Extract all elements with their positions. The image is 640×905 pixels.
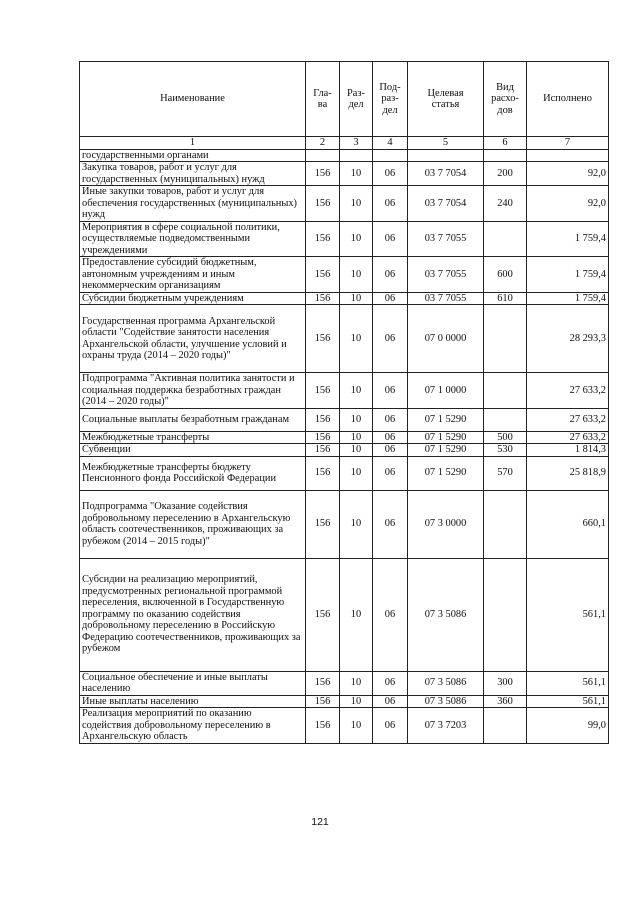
row-vid: 570 [484,456,527,490]
row-razdel: 10 [340,162,373,186]
table-row [80,373,609,409]
row-amount: 28 293,3 [527,305,609,373]
row-statya: 03 7 7054 [408,186,484,222]
row-name: Субсидии бюджетным учреждениям [80,292,306,305]
header-statya: Целевая статья [408,62,484,137]
row-name: Субвенции [80,444,306,457]
row-amount: 92,0 [527,186,609,222]
row-podrazdel: 06 [373,408,408,431]
row-podrazdel: 06 [373,558,408,671]
row-statya: 03 7 7055 [408,292,484,305]
row-glava: 156 [306,408,340,431]
table-row [80,431,609,444]
row-name: Иные закупки товаров, работ и услуг для обеспечения государственных (муниципальных) нужд [80,186,306,222]
row-vid [484,305,527,373]
row-glava: 156 [306,456,340,490]
row-podrazdel [373,149,408,162]
row-glava: 156 [306,305,340,373]
row-amount: 561,1 [527,671,609,695]
row-name: Иные выплаты населению [80,695,306,708]
row-amount: 25 818,9 [527,456,609,490]
row-name: Социальные выплаты безработным гражданам [80,408,306,431]
row-razdel: 10 [340,408,373,431]
row-name: государственными органами [80,149,306,162]
table-row [80,671,609,695]
row-statya: 07 1 5290 [408,456,484,490]
row-podrazdel: 06 [373,708,408,744]
table-row [80,149,609,162]
row-amount: 660,1 [527,490,609,558]
column-number: 6 [484,137,527,150]
column-number: 1 [80,137,306,150]
row-razdel: 10 [340,221,373,257]
row-glava: 156 [306,162,340,186]
column-number: 5 [408,137,484,150]
row-glava: 156 [306,431,340,444]
row-razdel: 10 [340,186,373,222]
row-name: Предоставление субсидий бюджетным, автономным учреждениям и иным некоммерческим организациям [80,257,306,293]
row-name: Мероприятия в сфере социальной политики, осуществляемые подведомственными учреждениями [80,221,306,257]
column-number-row [80,137,609,150]
row-statya: 07 3 7203 [408,708,484,744]
row-glava: 156 [306,558,340,671]
column-number: 4 [373,137,408,150]
row-podrazdel: 06 [373,221,408,257]
row-podrazdel: 06 [373,671,408,695]
row-amount: 561,1 [527,695,609,708]
budget-table [79,61,609,744]
row-amount: 561,1 [527,558,609,671]
row-vid [484,149,527,162]
row-podrazdel: 06 [373,257,408,293]
row-razdel: 10 [340,558,373,671]
row-glava: 156 [306,671,340,695]
row-razdel: 10 [340,305,373,373]
row-amount: 27 633,2 [527,373,609,409]
row-name: Государственная программа Архангельской области "Содействие занятости населения Архангельской области, улучшение условий и охраны труда (2014 – 2020 годы)" [80,305,306,373]
row-vid: 200 [484,162,527,186]
row-name: Подпрограмма "Оказание содействия добровольному переселению в Архангельскую область соотечественников, проживающих за рубежом (2014 – 2015 годы)" [80,490,306,558]
row-podrazdel: 06 [373,292,408,305]
table-row [80,257,609,293]
table-row [80,695,609,708]
row-razdel: 10 [340,490,373,558]
row-name: Межбюджетные трансферты бюджету Пенсионного фонда Российской Федерации [80,456,306,490]
row-statya: 07 3 5086 [408,695,484,708]
table-row [80,221,609,257]
row-vid [484,373,527,409]
row-podrazdel: 06 [373,490,408,558]
header-name: Наименование [80,62,306,137]
row-razdel: 10 [340,431,373,444]
row-amount: 1 759,4 [527,292,609,305]
row-statya: 07 1 0000 [408,373,484,409]
row-podrazdel: 06 [373,373,408,409]
column-number: 3 [340,137,373,150]
row-razdel: 10 [340,373,373,409]
row-vid: 300 [484,671,527,695]
row-statya: 03 7 7055 [408,257,484,293]
row-name: Социальное обеспечение и иные выплаты населению [80,671,306,695]
row-podrazdel: 06 [373,305,408,373]
row-vid: 610 [484,292,527,305]
row-name: Реализация мероприятий по оказанию содействия добровольному переселению в Архангельскую область [80,708,306,744]
row-glava: 156 [306,292,340,305]
row-name: Межбюджетные трансферты [80,431,306,444]
row-glava: 156 [306,373,340,409]
header-row [80,62,609,137]
row-statya: 07 1 5290 [408,431,484,444]
row-statya: 07 1 5290 [408,408,484,431]
row-glava: 156 [306,444,340,457]
table-row [80,444,609,457]
row-glava: 156 [306,257,340,293]
row-statya: 07 3 5086 [408,558,484,671]
column-number: 2 [306,137,340,150]
header-amount: Исполнено [527,62,609,137]
table-row [80,305,609,373]
header-glava: Гла- ва [306,62,340,137]
table-row [80,186,609,222]
row-razdel: 10 [340,444,373,457]
row-razdel: 10 [340,708,373,744]
row-vid [484,708,527,744]
header-vid: Вид расхо- дов [484,62,527,137]
table-row [80,408,609,431]
row-glava [306,149,340,162]
page-number: 121 [311,816,329,828]
row-razdel: 10 [340,695,373,708]
row-podrazdel: 06 [373,431,408,444]
row-statya: 03 7 7054 [408,162,484,186]
row-amount: 27 633,2 [527,408,609,431]
table-row [80,490,609,558]
row-glava: 156 [306,708,340,744]
row-vid [484,408,527,431]
row-razdel: 10 [340,671,373,695]
header-razdel: Раз- дел [340,62,373,137]
table-row [80,558,609,671]
row-statya [408,149,484,162]
table-row [80,292,609,305]
row-amount: 99,0 [527,708,609,744]
row-razdel [340,149,373,162]
row-amount: 1 759,4 [527,257,609,293]
row-glava: 156 [306,221,340,257]
row-name: Подпрограмма "Активная политика занятости и социальная поддержка безработных граждан (2014 – 2020 годы)" [80,373,306,409]
row-vid [484,490,527,558]
row-amount: 27 633,2 [527,431,609,444]
table-row [80,162,609,186]
row-podrazdel: 06 [373,444,408,457]
row-podrazdel: 06 [373,186,408,222]
row-vid [484,558,527,671]
row-podrazdel: 06 [373,456,408,490]
row-vid: 360 [484,695,527,708]
row-statya: 07 0 0000 [408,305,484,373]
row-glava: 156 [306,695,340,708]
row-amount [527,149,609,162]
row-statya: 03 7 7055 [408,221,484,257]
row-glava: 156 [306,186,340,222]
row-razdel: 10 [340,456,373,490]
row-vid: 600 [484,257,527,293]
row-amount: 1 759,4 [527,221,609,257]
row-razdel: 10 [340,257,373,293]
row-statya: 07 3 5086 [408,671,484,695]
row-podrazdel: 06 [373,162,408,186]
row-vid [484,221,527,257]
row-vid: 530 [484,444,527,457]
row-vid: 240 [484,186,527,222]
row-statya: 07 3 0000 [408,490,484,558]
row-razdel: 10 [340,292,373,305]
header-podrazdel: Под- раз- дел [373,62,408,137]
row-amount: 92,0 [527,162,609,186]
row-amount: 1 814,3 [527,444,609,457]
table-body [80,149,609,743]
table-row [80,708,609,744]
row-statya: 07 1 5290 [408,444,484,457]
row-name: Закупка товаров, работ и услуг для государственных (муниципальных) нужд [80,162,306,186]
row-glava: 156 [306,490,340,558]
column-number: 7 [527,137,609,150]
row-name: Субсидии на реализацию мероприятий, предусмотренных региональной программой переселения, включенной в Государственную программу по оказанию содействия добровольному переселению в Российскую Федерацию соотечественников, проживающих за рубежом [80,558,306,671]
row-podrazdel: 06 [373,695,408,708]
row-vid: 500 [484,431,527,444]
table-row [80,456,609,490]
